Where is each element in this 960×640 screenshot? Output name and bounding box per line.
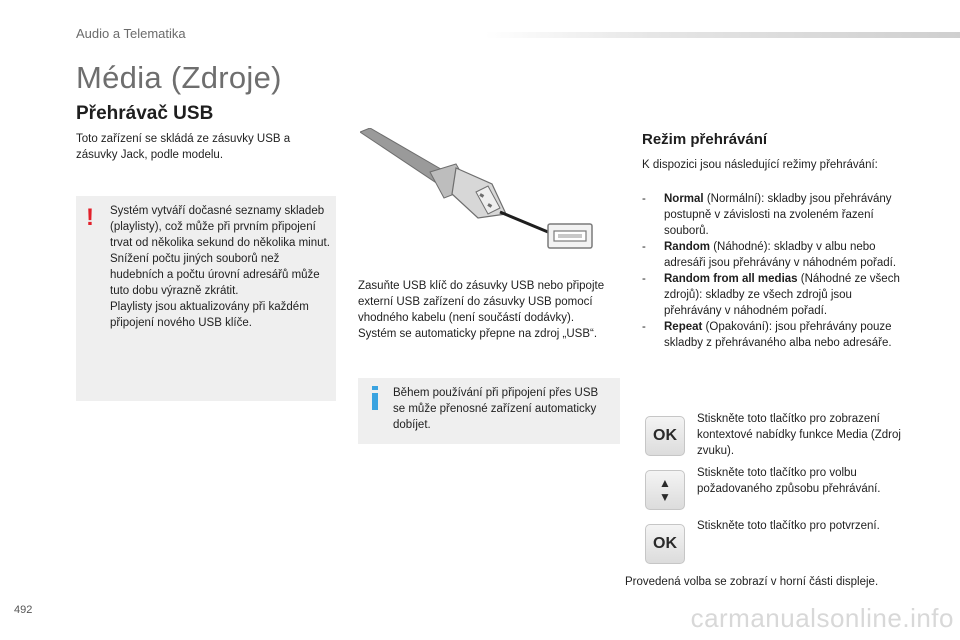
header-section-title: Audio a Telematika [76, 26, 186, 41]
mode-name: Random from all medias [664, 273, 798, 285]
ok-button-icon: OK [645, 416, 685, 456]
warning-line: Systém vytváří dočasné seznamy skladeb (playlisty), což může při prvním připojení trvat od několika sekund do několika minut. [110, 205, 330, 249]
usb-cable-icon [360, 128, 506, 218]
list-dash: - [642, 321, 646, 333]
info-icon [372, 386, 378, 410]
usb-intro-text: Toto zařízení se skládá ze zásuvky USB a zásuvky Jack, podle modelu. [76, 133, 291, 161]
playback-mode-list [642, 191, 912, 351]
usb-port-icon [548, 224, 592, 248]
mode-name: Repeat [664, 321, 703, 333]
list-dash: - [642, 241, 646, 253]
warning-icon: ! [86, 204, 94, 231]
list-item [642, 191, 912, 239]
mode-name: Random [664, 241, 710, 253]
list-dash: - [642, 273, 646, 285]
playback-mode-intro: K dispozici jsou následující režimy přehrávání: [642, 159, 878, 171]
header-divider [485, 32, 960, 38]
mode-desc: (Opakování): jsou přehrávány pouze skladby z přehrávaného alba nebo adresáře. [664, 321, 892, 349]
list-dash: - [642, 193, 646, 205]
mode-desc: (Náhodné): skladby v albu nebo adresáři jsou přehrávány v náhodném pořadí. [664, 241, 897, 269]
closing-note: Provedená volba se zobrazí v horní části displeje. [625, 576, 879, 588]
list-item [642, 239, 912, 271]
ok-button-description: Stiskněte toto tlačítko pro zobrazení kontextové nabídky funkce Media (Zdroj zvuku). [697, 413, 901, 457]
usb-section-title: Přehrávač USB [76, 103, 214, 124]
info-text: Během používání při připojení přes USB se může přenosné zařízení automaticky dobíjet. [393, 387, 599, 431]
arrow-up-icon: ▲ [659, 476, 671, 490]
warning-text [110, 203, 332, 331]
warning-line: Playlisty jsou aktualizovány při každém připojení nového USB klíče. [110, 301, 309, 329]
usb-instructions [358, 278, 620, 342]
arrow-down-icon: ▼ [659, 490, 671, 504]
usb-instruction-line: Zasuňte USB klíč do zásuvky USB nebo připojte externí USB zařízení do zásuvky USB pomocí vhodného kabelu (není součástí dodávky). [358, 280, 605, 324]
usb-pointer-line [500, 212, 548, 232]
up-down-button-icon [645, 470, 685, 510]
list-item [642, 271, 912, 319]
mode-name: Normal [664, 193, 704, 205]
list-item [642, 319, 912, 351]
usb-instruction-line: Systém se automaticky přepne na zdroj „USB“. [358, 328, 598, 340]
watermark: carmanualsonline.info [690, 603, 954, 633]
page-title: Média (Zdroje) [76, 60, 282, 95]
mode-desc: (Normální): skladby jsou přehrávány postupně v závislosti na zvoleném řazení souborů. [664, 193, 892, 237]
ok-confirm-button-icon: OK [645, 524, 685, 564]
up-down-button-description: Stiskněte toto tlačítko pro volbu požadovaného způsobu přehrávání. [697, 467, 881, 495]
warning-line: Snížení počtu jiných souborů než hudebních a počtu úrovní adresářů může tuto dobu výrazně zkrátit. [110, 253, 320, 297]
mode-desc: (Náhodné ze všech zdrojů): skladby ze všech zdrojů jsou přehrávány v náhodném pořadí. [664, 273, 900, 317]
usb-plug-illustration [360, 128, 595, 256]
playback-mode-title: Režim přehrávání [642, 131, 768, 148]
page-number: 492 [14, 604, 33, 616]
ok-confirm-description: Stiskněte toto tlačítko pro potvrzení. [697, 520, 880, 532]
